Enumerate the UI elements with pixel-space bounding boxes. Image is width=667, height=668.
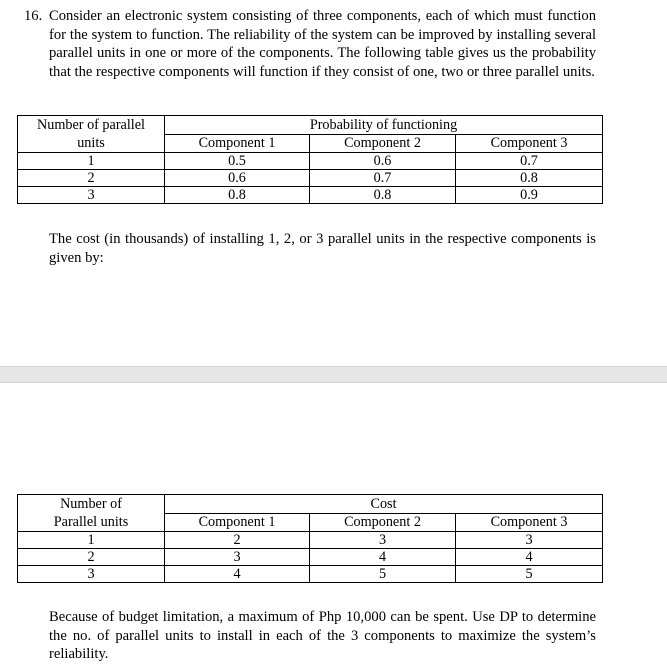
table-row [18, 153, 603, 170]
column-header-component-2: Component 2 [310, 134, 456, 153]
cost-table [17, 494, 603, 583]
row-header-line2: units [77, 135, 105, 151]
value-cell: 4 [310, 549, 456, 566]
row-header-line1: Number of parallel [37, 117, 145, 133]
group-header: Cost [165, 495, 603, 514]
table-row [18, 566, 603, 583]
value-cell: 0.9 [456, 187, 603, 204]
value-cell: 5 [310, 566, 456, 583]
column-header-component-3: Component 3 [456, 134, 603, 153]
units-cell: 3 [18, 566, 165, 583]
conclusion: Because of budget limitation, a maximum of Php 10,000 can be spent. Use DP to determine the no. of parallel units to install in each of the 3 components to maximize the system’s reliability. [49, 609, 596, 662]
cost-intro: The cost (in thousands) of installing 1, 2, or 3 parallel units in the respective components is given by: [49, 231, 596, 266]
value-cell: 3 [456, 532, 603, 549]
column-header-component-2: Component 2 [310, 513, 456, 532]
table-header-row [18, 495, 603, 514]
value-cell: 4 [456, 549, 603, 566]
value-cell: 0.8 [165, 187, 310, 204]
value-cell: 0.8 [456, 170, 603, 187]
value-cell: 2 [165, 532, 310, 549]
value-cell: 3 [165, 549, 310, 566]
units-cell: 1 [18, 153, 165, 170]
probability-table [17, 115, 603, 204]
units-cell: 1 [18, 532, 165, 549]
row-header-line2: Parallel units [53, 514, 129, 530]
value-cell: 4 [165, 566, 310, 583]
column-header-component-1: Component 1 [165, 513, 310, 532]
value-cell: 0.7 [456, 153, 603, 170]
value-cell: 0.7 [310, 170, 456, 187]
problem-number: 16. [24, 8, 43, 24]
value-cell: 0.5 [165, 153, 310, 170]
table-row [18, 532, 603, 549]
units-cell: 2 [18, 170, 165, 187]
column-header-component-1: Component 1 [165, 134, 310, 153]
units-cell: 3 [18, 187, 165, 204]
table-row [18, 170, 603, 187]
value-cell: 3 [310, 532, 456, 549]
value-cell: 0.6 [310, 153, 456, 170]
page-separator [0, 366, 667, 383]
problem-intro: Consider an electronic system consisting of three components, each of which must function for the system to function. The reliability of the system can be improved by installing several parallel units in one or more of the components. The following table gives us the probability that the respective components will function if they consist of one, two or three parallel units. [49, 8, 596, 80]
value-cell: 5 [456, 566, 603, 583]
group-header: Probability of functioning [165, 116, 603, 135]
units-cell: 2 [18, 549, 165, 566]
row-header-cell [18, 116, 165, 153]
table-row [18, 187, 603, 204]
table-row [18, 549, 603, 566]
row-header-cell [18, 495, 165, 532]
row-header-line1: Number of [60, 496, 122, 512]
value-cell: 0.6 [165, 170, 310, 187]
column-header-component-3: Component 3 [456, 513, 603, 532]
table-header-row [18, 116, 603, 135]
problem-statement [24, 7, 596, 81]
value-cell: 0.8 [310, 187, 456, 204]
